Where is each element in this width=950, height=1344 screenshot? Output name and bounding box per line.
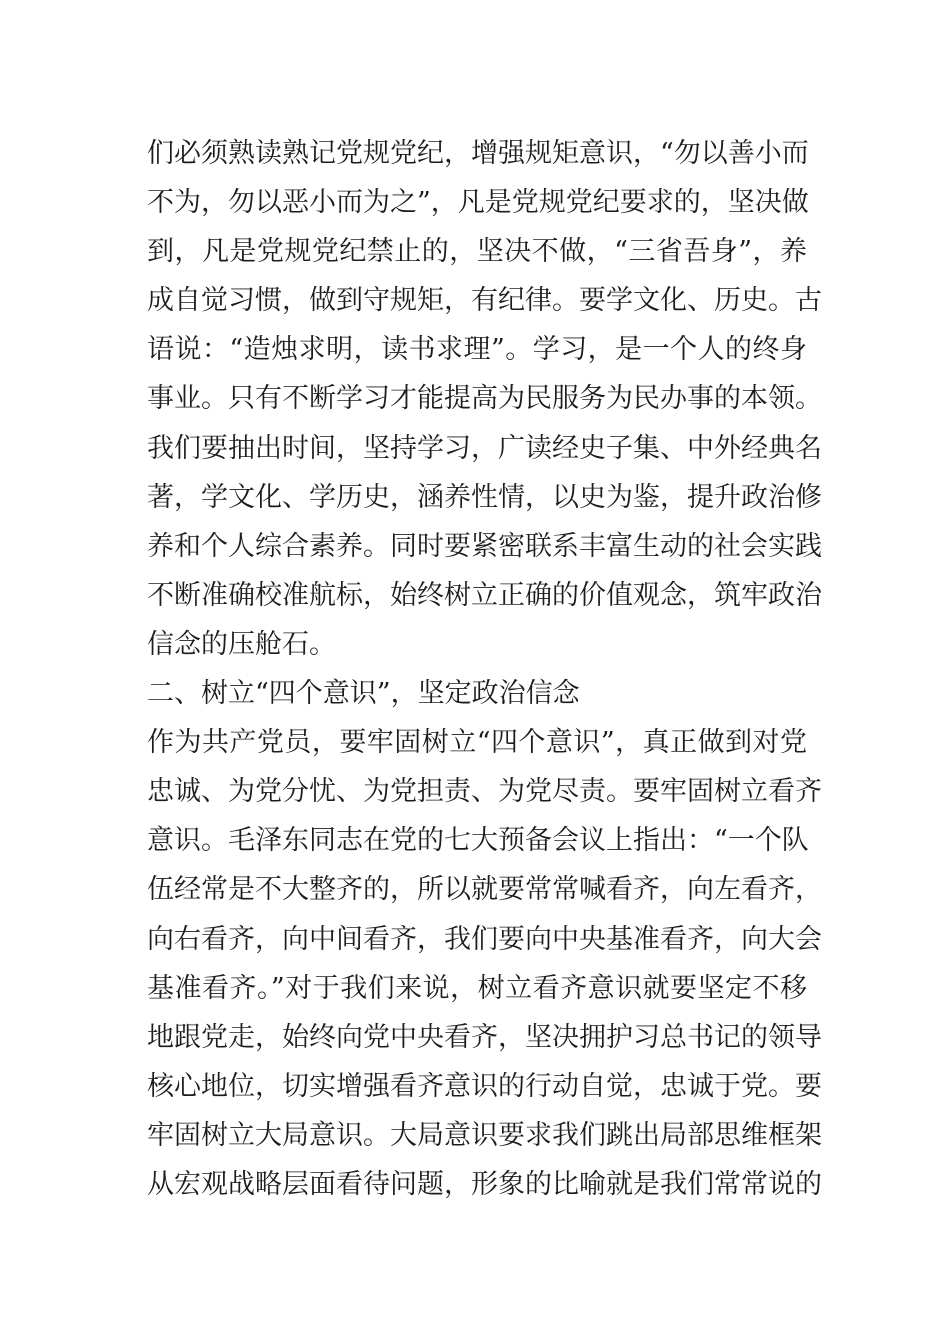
- text-line: 语说：“造烛求明，读书求理”。学习，是一个人的终身: [147, 334, 807, 366]
- text-line: 从宏观战略层面看待问题，形象的比喻就是我们常常说的: [147, 1168, 822, 1200]
- text-line: 向右看齐，向中间看齐，我们要向中央基准看齐，向大会: [147, 923, 822, 955]
- body-text: [147, 129, 822, 1209]
- text-line: 信念的压舱石。: [147, 628, 336, 660]
- text-line: 作为共产党员，要牢固树立“四个意识”，真正做到对党: [147, 727, 807, 759]
- text-line: 不为，勿以恶小而为之”，凡是党规党纪要求的，坚决做: [147, 187, 809, 219]
- text-line: 事业。只有不断学习才能提高为民服务为民办事的本领。: [147, 383, 822, 415]
- text-line: 基准看齐。”对于我们来说，树立看齐意识就要坚定不移: [147, 972, 807, 1004]
- text-line: 著，学文化、学历史，涵养性情，以史为鉴，提升政治修: [147, 481, 822, 513]
- text-line: 养和个人综合素养。同时要紧密联系丰富生动的社会实践: [147, 530, 822, 562]
- text-line: 到，凡是党规党纪禁止的，坚决不做，“三省吾身”，养: [147, 236, 807, 268]
- text-line: 意识。毛泽东同志在党的七大预备会议上指出：“一个队: [147, 825, 809, 857]
- text-line: 伍经常是不大整齐的，所以就要常常喊看齐，向左看齐，: [147, 874, 822, 906]
- text-line: 们必须熟读熟记党规党纪，增强规矩意识，“勿以善小而: [147, 138, 809, 169]
- text-line: 不断准确校准航标，始终树立正确的价值观念，筑牢政治: [147, 579, 822, 611]
- text-line: 成自觉习惯，做到守规矩，有纪律。要学文化、历史。古: [147, 285, 822, 317]
- text-line: 地跟党走，始终向党中央看齐，坚决拥护习总书记的领导: [147, 1021, 822, 1053]
- text-line: 我们要抽出时间，坚持学习，广读经史子集、中外经典名: [147, 432, 822, 464]
- text-line: 忠诚、为党分忧、为党担责、为党尽责。要牢固树立看齐: [147, 776, 822, 808]
- text-line: 核心地位，切实增强看齐意识的行动自觉，忠诚于党。要: [147, 1070, 822, 1102]
- section-heading: 二、树立“四个意识”，坚定政治信念: [147, 678, 580, 710]
- text-line: 牢固树立大局意识。大局意识要求我们跳出局部思维框架: [147, 1119, 822, 1151]
